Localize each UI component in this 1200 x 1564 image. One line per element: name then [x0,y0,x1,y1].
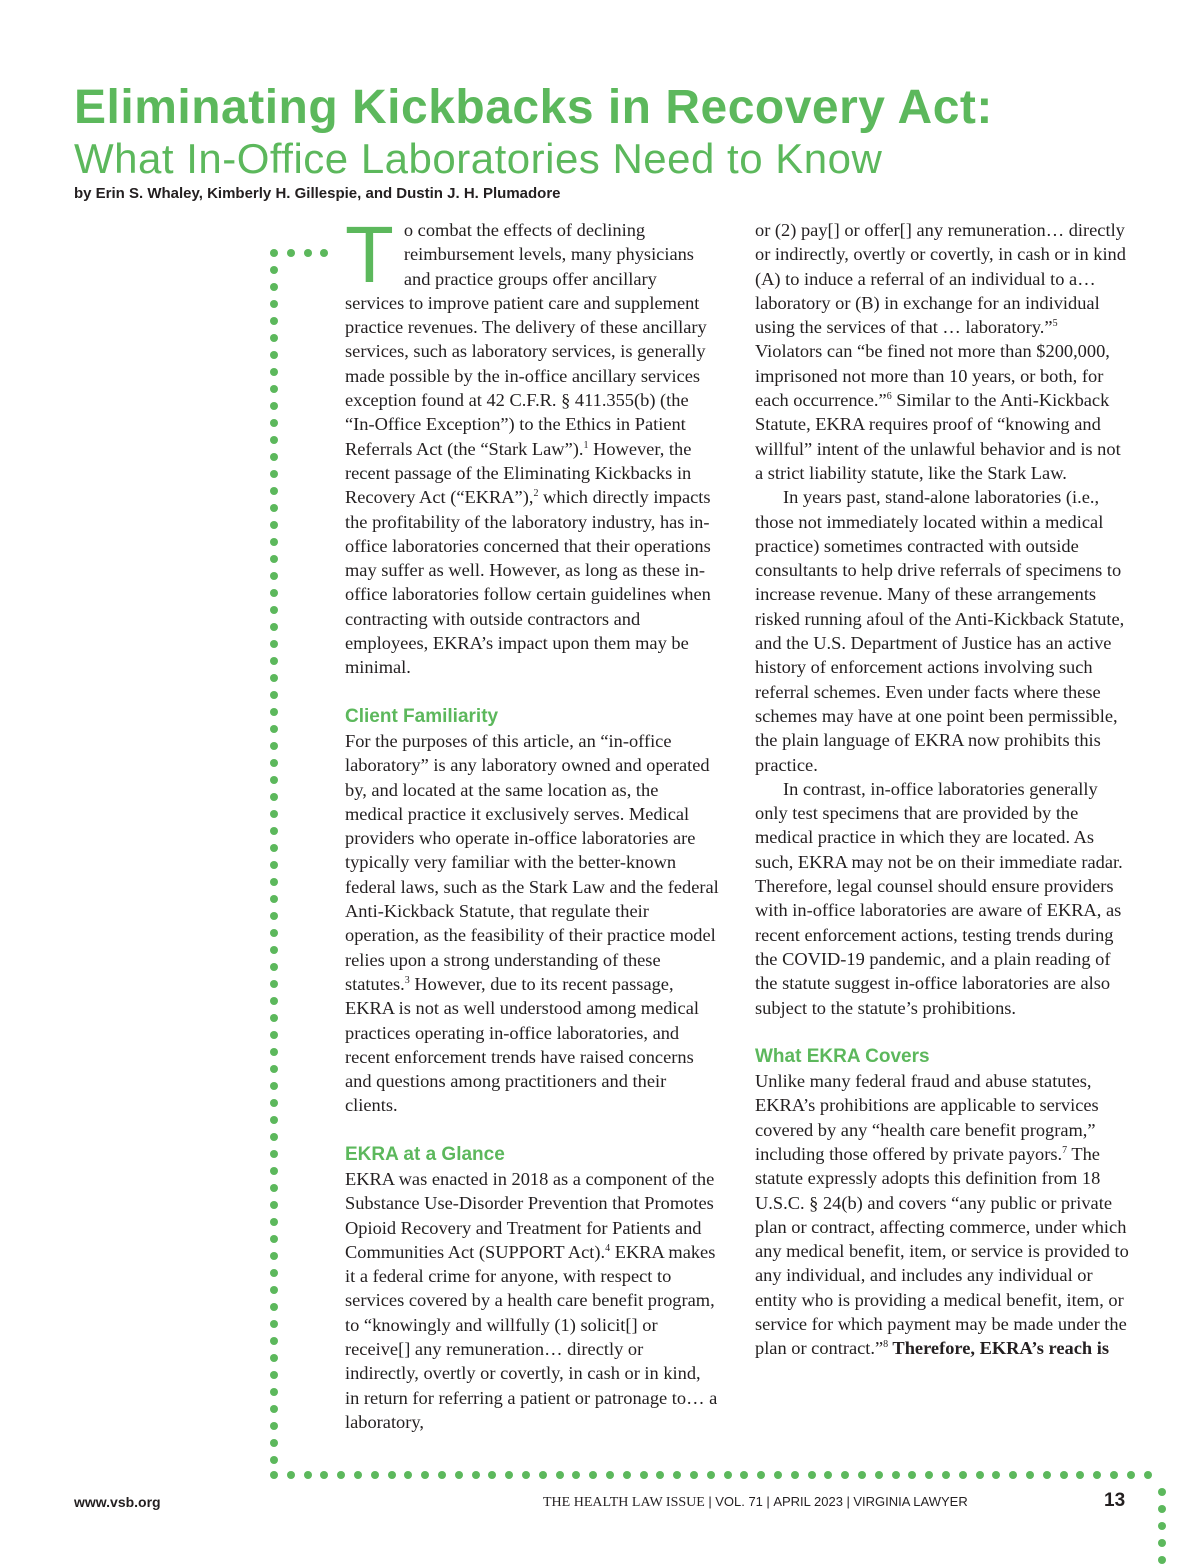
border-dot [976,1471,984,1479]
border-dot [270,742,278,750]
border-dot [270,810,278,818]
border-dot [270,708,278,716]
border-dot [791,1471,799,1479]
border-dot [908,1471,916,1479]
border-dot [1158,1556,1166,1564]
border-dot [270,827,278,835]
border-dot [270,1099,278,1107]
intro-paragraph: To combat the effects of declining reimbursement levels, many physicians and practice groups offer ancillary services to improve patient care and supplement practice revenues. The delivery of these ancillary services, such as laboratory services, is generally made possible by the in-office ancillary services exception found at 42 C.F.R. § 411.355(b) (the “In-Office Exception”) to the Ethics in Patient Referrals Act (the “Stark Law”).$^1$ However, the recent passage of the Eliminating Kickbacks in Recovery Act (“EKRA”),$^2$ which directly impacts the profitability of the laboratory industry, has in-office laboratories concerned that their operations may suffer as well. However, as long as these in-office laboratories follow certain guidelines when contracting with outside contractors and employees, EKRA’s impact upon them may be minimal. [345,210,711,678]
border-dot [673,1471,681,1479]
in-office-labs-paragraph: In contrast, in-office laboratories generally only test specimens that are provided by the medical practice in which they are located. As such, EKRA may not be on their immediate radar. Therefore, legal counsel should ensure providers with in-office laboratories are aware of EKRA, as recent enforcement actions, testing trends during the COVID-19 pandemic, and a plain reading of the statute suggest in-office laboratories are also subject to the statute’s prohibitions. [755,778,1123,1018]
border-dot [589,1471,597,1479]
border-dot [1127,1471,1135,1479]
border-dot [1026,1471,1034,1479]
border-dot [270,521,278,529]
border-dot [1110,1471,1118,1479]
page-number: 13 [1104,1490,1126,1511]
border-dot [270,504,278,512]
border-dot [724,1471,732,1479]
border-dot [287,1471,295,1479]
border-dot [522,1471,530,1479]
border-dot [304,1471,312,1479]
border-dot [606,1471,614,1479]
border-dot [925,1471,933,1479]
border-dot [270,436,278,444]
border-dot [1158,1488,1166,1496]
border-dot [270,1133,278,1141]
border-dot [1043,1471,1051,1479]
border-dot [757,1471,765,1479]
border-dot [270,470,278,478]
border-dot [623,1471,631,1479]
border-dot [270,419,278,427]
footer-volume: VOL. 71 [715,1494,763,1509]
footer-issue-title: THE HEALTH LAW ISSUE [543,1495,705,1510]
border-dot [690,1471,698,1479]
border-dot [270,1048,278,1056]
border-dot [1060,1471,1068,1479]
border-dot [270,368,278,376]
border-dot [270,861,278,869]
border-dot [1158,1539,1166,1547]
ekra-glance-paragraph-part2: or (2) pay[] or offer[] any remuneration… directly or indirectly, overtly or covertly, in cash or in kind (A) to induce a referral of an individual to a… laboratory or (B) in exchange for an individual using the services of that … laboratory.”$^5$ Violators can “be fined not more than $200,000, imprisoned not more than 10 years, or both, for each occurrence.”$^6$ Similar to the Anti-Kickback Statute, EKRA requires proof of “knowing and willful” intent of the unlawful behavior and is not a strict liability statute, like the Stark Law. [755,220,1126,483]
client-familiarity-paragraph: For the purposes of this article, an “in-office laboratory” is any laboratory owned and operated by, and located at the same location as, the medical practice it exclusively serves. Medical providers who operate in-office laboratories are typically very familiar with the better-known federal laws, such as the Stark Law and the federal Anti-Kickback Statute, that regulate their operation, as the feasibility of their practice model relies upon a strong understanding of these statutes.$^3$ However, due to its recent passage, EKRA is not as well understood among medical practices operating in-office laboratories, and recent enforcement trends have raised concerns and questions among practitioners and their clients. [345,730,719,1116]
footer-website: www.vsb.org [74,1494,161,1510]
border-dot [270,1456,278,1464]
border-dot [270,487,278,495]
border-dot [959,1471,967,1479]
drop-cap: T [345,210,394,299]
border-dot [270,1150,278,1158]
border-dot [270,385,278,393]
border-dot [270,1320,278,1328]
border-dot [488,1471,496,1479]
border-dot [707,1471,715,1479]
border-dot [388,1471,396,1479]
border-dot [841,1471,849,1479]
border-dot [270,640,278,648]
border-dot [270,725,278,733]
border-dot [640,1471,648,1479]
border-dot [270,1116,278,1124]
border-dot [270,1337,278,1345]
border-dot [270,1031,278,1039]
border-dot [572,1471,580,1479]
border-dot [270,351,278,359]
border-dot [270,776,278,784]
border-dot [270,980,278,988]
border-dot [270,1388,278,1396]
border-dot [270,1405,278,1413]
border-dot [270,1252,278,1260]
byline: by Erin S. Whaley, Kimberly H. Gillespie, and Dustin J. H. Plumadore [74,185,561,202]
border-dot [270,691,278,699]
border-dot [556,1471,564,1479]
border-dot [438,1471,446,1479]
border-dot [337,1471,345,1479]
border-dot [270,1065,278,1073]
border-dot [774,1471,782,1479]
border-dot [270,555,278,563]
border-dot [656,1471,664,1479]
border-dot [421,1471,429,1479]
border-dot [270,1286,278,1294]
border-dot [270,266,278,274]
border-dot [539,1471,547,1479]
article-title: Eliminating Kickbacks in Recovery Act: [74,81,993,134]
border-dot [287,249,295,257]
border-dot [992,1471,1000,1479]
border-dot [404,1471,412,1479]
section-heading-what-ekra-covers: What EKRA Covers [755,1046,930,1068]
ekra-glance-paragraph-part1: EKRA was enacted in 2018 as a component of the Substance Use-Disorder Prevention that Promotes Opioid Recovery and Treatment for Patients and Communities Act (SUPPORT Act).$^4$ EKRA makes it a federal crime for anyone, with respect to services covered by a health care benefit program, to “knowingly and willfully (1) solicit[] or receive[] any remuneration… directly or indirectly, overtly or covertly, in cash or in kind, in return for referring a patient or patronage to… a laboratory, [345,1168,718,1432]
border-dot [942,1471,950,1479]
border-dot [1093,1471,1101,1479]
column-left [345,210,719,1434]
border-dot [1158,1505,1166,1513]
border-dot [1076,1471,1084,1479]
border-dot [1009,1471,1017,1479]
border-dot [808,1471,816,1479]
border-dot [270,844,278,852]
border-dot [270,1303,278,1311]
border-dot [270,946,278,954]
border-dot [270,589,278,597]
border-dot [270,912,278,920]
footer-date: APRIL 2023 [773,1494,843,1509]
border-dot [270,1201,278,1209]
border-dot [270,300,278,308]
border-dot [1158,1522,1166,1530]
border-dot [270,1014,278,1022]
border-dot [270,538,278,546]
border-dot [270,1439,278,1447]
standalone-labs-paragraph: In years past, stand-alone laboratories (i.e., those not immediately located within a medical practice) sometimes contracted with outside consultants to help drive referrals of specimens to increase revenue. Many of these arrangements risked running afoul of the Anti-Kickback Statute, and the U.S. Department of Justice has an active history of enforcement actions involving such referral schemes. Even under facts where these schemes may have at one point been permissible, the plain language of EKRA now prohibits this practice. [755,487,1125,775]
border-dot [505,1471,513,1479]
border-dot [270,453,278,461]
border-dot [455,1471,463,1479]
border-dot [270,929,278,937]
border-dot [270,402,278,410]
border-dot [270,793,278,801]
column-right [755,218,1129,1361]
border-dot [270,997,278,1005]
border-dot [270,1082,278,1090]
border-dot [270,283,278,291]
border-dot [270,895,278,903]
section-heading-client-familiarity: Client Familiarity [345,705,499,727]
border-dot [270,606,278,614]
border-dot [270,1184,278,1192]
border-dot [892,1471,900,1479]
border-dot [270,1269,278,1277]
border-dot [270,1471,278,1479]
border-dot [270,623,278,631]
article-subtitle: What In-Office Laboratories Need to Know [74,135,883,182]
border-dot [472,1471,480,1479]
border-dot [270,963,278,971]
border-dot [270,1167,278,1175]
border-dot [740,1471,748,1479]
border-dot [270,317,278,325]
footer-issue-info: THE HEALTH LAW ISSUE | VOL. 71 | APRIL 2023 | VIRGINIA LAWYER [543,1494,968,1510]
border-dot [270,1422,278,1430]
border-dot [270,674,278,682]
border-dot [270,878,278,886]
border-dot [371,1471,379,1479]
footer-magazine: VIRGINIA LAWYER [853,1494,968,1509]
border-dot [320,1471,328,1479]
border-dot [1144,1471,1152,1479]
border-dot [270,1218,278,1226]
border-dot [270,657,278,665]
border-dot [858,1471,866,1479]
border-dot [354,1471,362,1479]
border-dot [304,249,312,257]
border-dot [824,1471,832,1479]
border-dot [270,1354,278,1362]
what-ekra-covers-paragraph: Unlike many federal fraud and abuse statutes, EKRA’s prohibitions are applicable to services covered by any “health care benefit program,” including those offered by private payors.$^7$ The statute expressly adopts this definition from 18 U.S.C. § 24(b) and covers “any public or private plan or contract, affecting commerce, under which any medical benefit, item, or service is provided to any individual, and includes any individual or entity who is providing a medical benefit, item, or service for which payment may be made under the plan or contract.”$^8$ Therefore, EKRA’s reach is [755,1071,1129,1359]
border-dot [270,759,278,767]
border-dot [320,249,328,257]
border-dot [270,1371,278,1379]
section-heading-ekra-glance: EKRA at a Glance [345,1143,505,1165]
border-dot [270,249,278,257]
border-dot [875,1471,883,1479]
border-dot [270,572,278,580]
border-dot [270,1235,278,1243]
border-dot [270,334,278,342]
